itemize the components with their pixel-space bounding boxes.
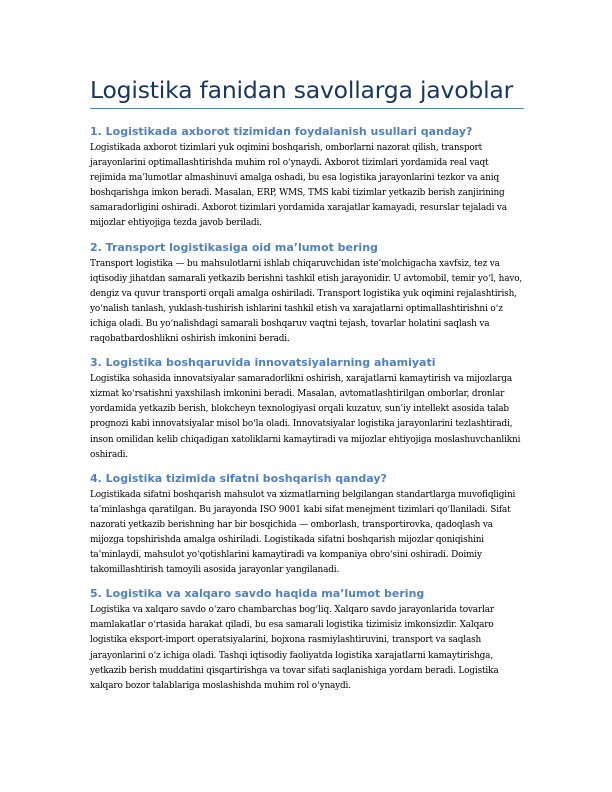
section-heading: 1. Logistikada axborot tizimidan foydalanish usullari qanday? (90, 125, 473, 138)
section-heading: 5. Logistika va xalqaro savdo haqida ma’lumot bering (90, 587, 425, 601)
section-paragraph: Logistikada axborot tizimlari yuk oqimini boshqarish, omborlarni nazorat qilish, transport jarayonlarini optimallashtirishda muhim rol o‘ynaydi. Axborot tizimlari yordamida real vaqt rejimida ma’lumotlar almashinuvi amalga oshadi, bu esa logistika jarayonlarini tezkor va aniq boshqarishga imkon beradi. Masalan, ERP, WMS, TMS kabi tizimlar yetkazib berish zanjirining samaradorligini oshiradi. Axborot tizimlari yordamida xarajatlar kamayadi, resurslar tejaladi va mijozlar ehtiyojiga tezda javob beriladi. (90, 143, 507, 229)
section-2 (90, 240, 524, 348)
section-heading: 3. Logistika boshqaruvida innovatsiyalarning ahamiyati (90, 356, 436, 370)
section-1 (90, 124, 524, 232)
document-body (90, 124, 524, 702)
section-heading: 2. Transport logistikasiga oid ma’lumot bering (90, 240, 378, 254)
section-3 (90, 355, 524, 463)
section-5 (90, 586, 524, 694)
section-paragraph: Logistika sohasida innovatsiyalar samaradorlikni oshirish, xarajatlarni kamaytirish va mijozlarga xizmat ko‘rsatishni yaxshilash imkonini beradi. Masalan, avtomatlashtirilgan omborlar, dronlar yordamida yetkazib berish, blokcheyn texnologiyasi orqali kuzatuv, sun’iy intellekt asosida talab prognozi kabi innovatsiyalar misol bo‘la oladi. Innovatsiyalar logistika jarayonlarini tezlashtiradi, inson omilidan kelib chiqadigan xatoliklarni kamaytiradi va mijozlar ehtiyojiga moslashuvchanlikni oshiradi. (90, 374, 521, 460)
section-4 (90, 471, 524, 579)
section-heading: 4. Logistika tizimida sifatni boshqarish qanday? (90, 471, 387, 485)
section-paragraph: Logistikada sifatni boshqarish mahsulot va xizmatlarning belgilangan standartlarga muvofiqligini ta’minlashga qaratilgan. Bu jarayonda ISO 9001 kabi sifat menejment tizimlari qo‘llaniladi. Sifat nazorati yetkazib berishning har bir bosqichida — omborlash, transportirovka, qadoqlash va mijozga topshirishda amalga oshiriladi. Logistikada sifatni boshqarish mijozlar qoniqishini ta’minlaydi, mahsulot yo‘qotishlarini kamaytiradi va kompaniya obro‘sini oshiradi. Doimiy takomillashtirish tamoyili asosida jarayonlar yangilanadi. (90, 489, 516, 576)
section-paragraph: Transport logistika — bu mahsulotlarni ishlab chiqaruvchidan iste’molchigacha xavfsiz, tez va iqtisodiy jihatdan samarali yetkazib berishni tashkil etish jarayonidir. U avtomobil, temir yo‘l, havo, dengiz va quvur transporti orqali amalga oshiriladi. Transport logistika yuk oqimini rejalashtirish, yo‘nalish tanlash, yuklash-tushirish ishlarini tashkil etish va xarajatlarni optimallashtirishni o‘z ichiga oladi. Bu yo‘nalishdagi samarali boshqaruv vaqtni tejash, tovarlar holatini saqlash va raqobatbardoshlikni oshirish imkonini beradi. (90, 258, 523, 345)
section-paragraph: Logistika va xalqaro savdo o‘zaro chambarchas bog‘liq. Xalqaro savdo jarayonlarida tovarlar mamlakatlar o‘rtasida harakat qiladi, bu esa samarali logistika tizimisiz imkonsizdir. Xalqaro logistika eksport-import operatsiyalarini, bojxona rasmiylashtiruvini, transport va saqlash jarayonlarini o‘z ichiga oladi. Tashqi iqtisodiy faoliyatda logistika xarajatlarni kamaytirishga, yetkazib berish muddatini qisqartirishga va tovar sifati saqlanishiga yordam beradi. Logistika xalqaro bozor talablariga moslashishda muhim rol o‘ynaydi. (90, 605, 499, 691)
document-title: Logistika fanidan savollarga javoblar (90, 76, 514, 104)
title-underline (90, 108, 524, 109)
